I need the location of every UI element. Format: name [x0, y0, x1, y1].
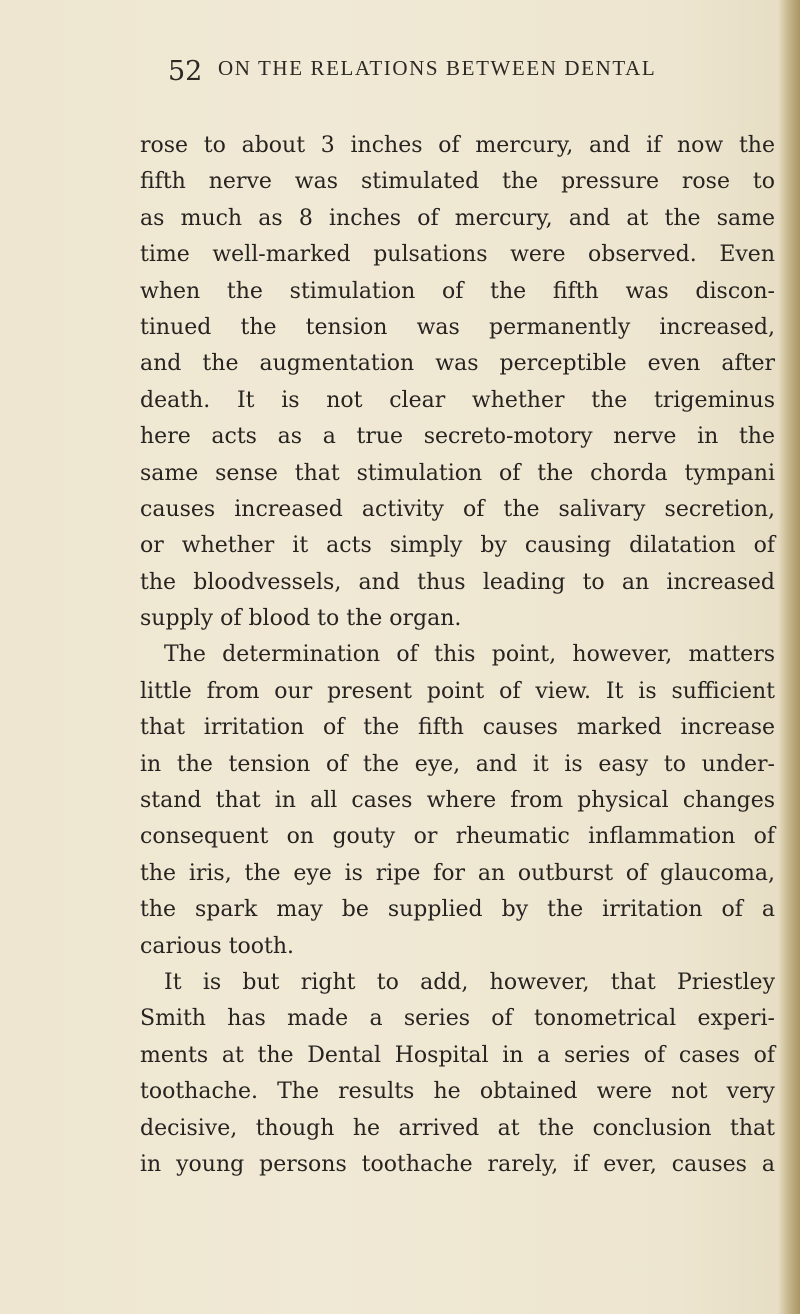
text-line: rose to about 3 inches of mercury, and if now the: [140, 133, 775, 158]
text-line: little from our present point of view. It is sufficient: [140, 678, 775, 704]
text-line: fifth nerve was stimulated the pressure rose to: [140, 169, 775, 195]
paragraph-3: [140, 965, 775, 1183]
text-line: time well-marked pulsations were observed. Even: [140, 242, 775, 268]
text-line: the spark may be supplied by the irritation of a: [140, 897, 775, 923]
text-line: the bloodvessels, and thus leading to an increased: [140, 569, 775, 595]
text-line: same sense that stimulation of the chorda tympani: [140, 460, 775, 486]
text-line: and the augmentation was perceptible even after: [140, 351, 775, 377]
text-line: stand that in all cases where from physical changes: [140, 788, 775, 814]
text-line: The determination of this point, however, matters: [164, 642, 775, 668]
page-edge-shadow: [778, 0, 800, 1314]
text-line: supply of blood to the organ.: [140, 606, 462, 632]
body-text: [140, 128, 775, 1183]
text-line: as much as 8 inches of mercury, and at the same: [140, 205, 775, 231]
text-line: or whether it acts simply by causing dilatation of: [140, 533, 775, 559]
text-line: consequent on gouty or rheumatic inflammation of: [140, 824, 775, 850]
text-line: that irritation of the fifth causes marked increase: [140, 715, 775, 741]
running-head: [168, 56, 657, 92]
text-line: in the tension of the eye, and it is easy to under-: [140, 751, 775, 777]
page-number: 52: [168, 56, 203, 87]
text-line: here acts as a true secreto-motory nerve in the: [140, 424, 775, 450]
paragraph-2: [140, 637, 775, 965]
paragraph-1: [140, 128, 775, 637]
text-line: toothache. The results he obtained were not very: [140, 1079, 775, 1105]
text-line: the iris, the eye is ripe for an outburst of glaucoma,: [140, 860, 775, 886]
text-line: in young persons toothache rarely, if ever, causes a: [140, 1151, 775, 1177]
running-head-title: ON THE RELATIONS BETWEEN DENTAL: [218, 56, 657, 80]
text-line: decisive, though he arrived at the conclusion that: [140, 1115, 775, 1141]
text-line: carious tooth.: [140, 933, 295, 959]
text-line: when the stimulation of the fifth was discon-: [140, 278, 775, 304]
text-line: death. It is not clear whether the trigeminus: [140, 387, 775, 413]
text-line: Smith has made a series of tonometrical experi-: [140, 1006, 775, 1032]
text-line: tinued the tension was permanently increased,: [140, 314, 775, 340]
text-line: It is but right to add, however, that Priestley: [164, 969, 775, 995]
text-line: ments at the Dental Hospital in a series of cases of: [140, 1042, 775, 1068]
text-line: causes increased activity of the salivary secretion,: [140, 496, 775, 522]
